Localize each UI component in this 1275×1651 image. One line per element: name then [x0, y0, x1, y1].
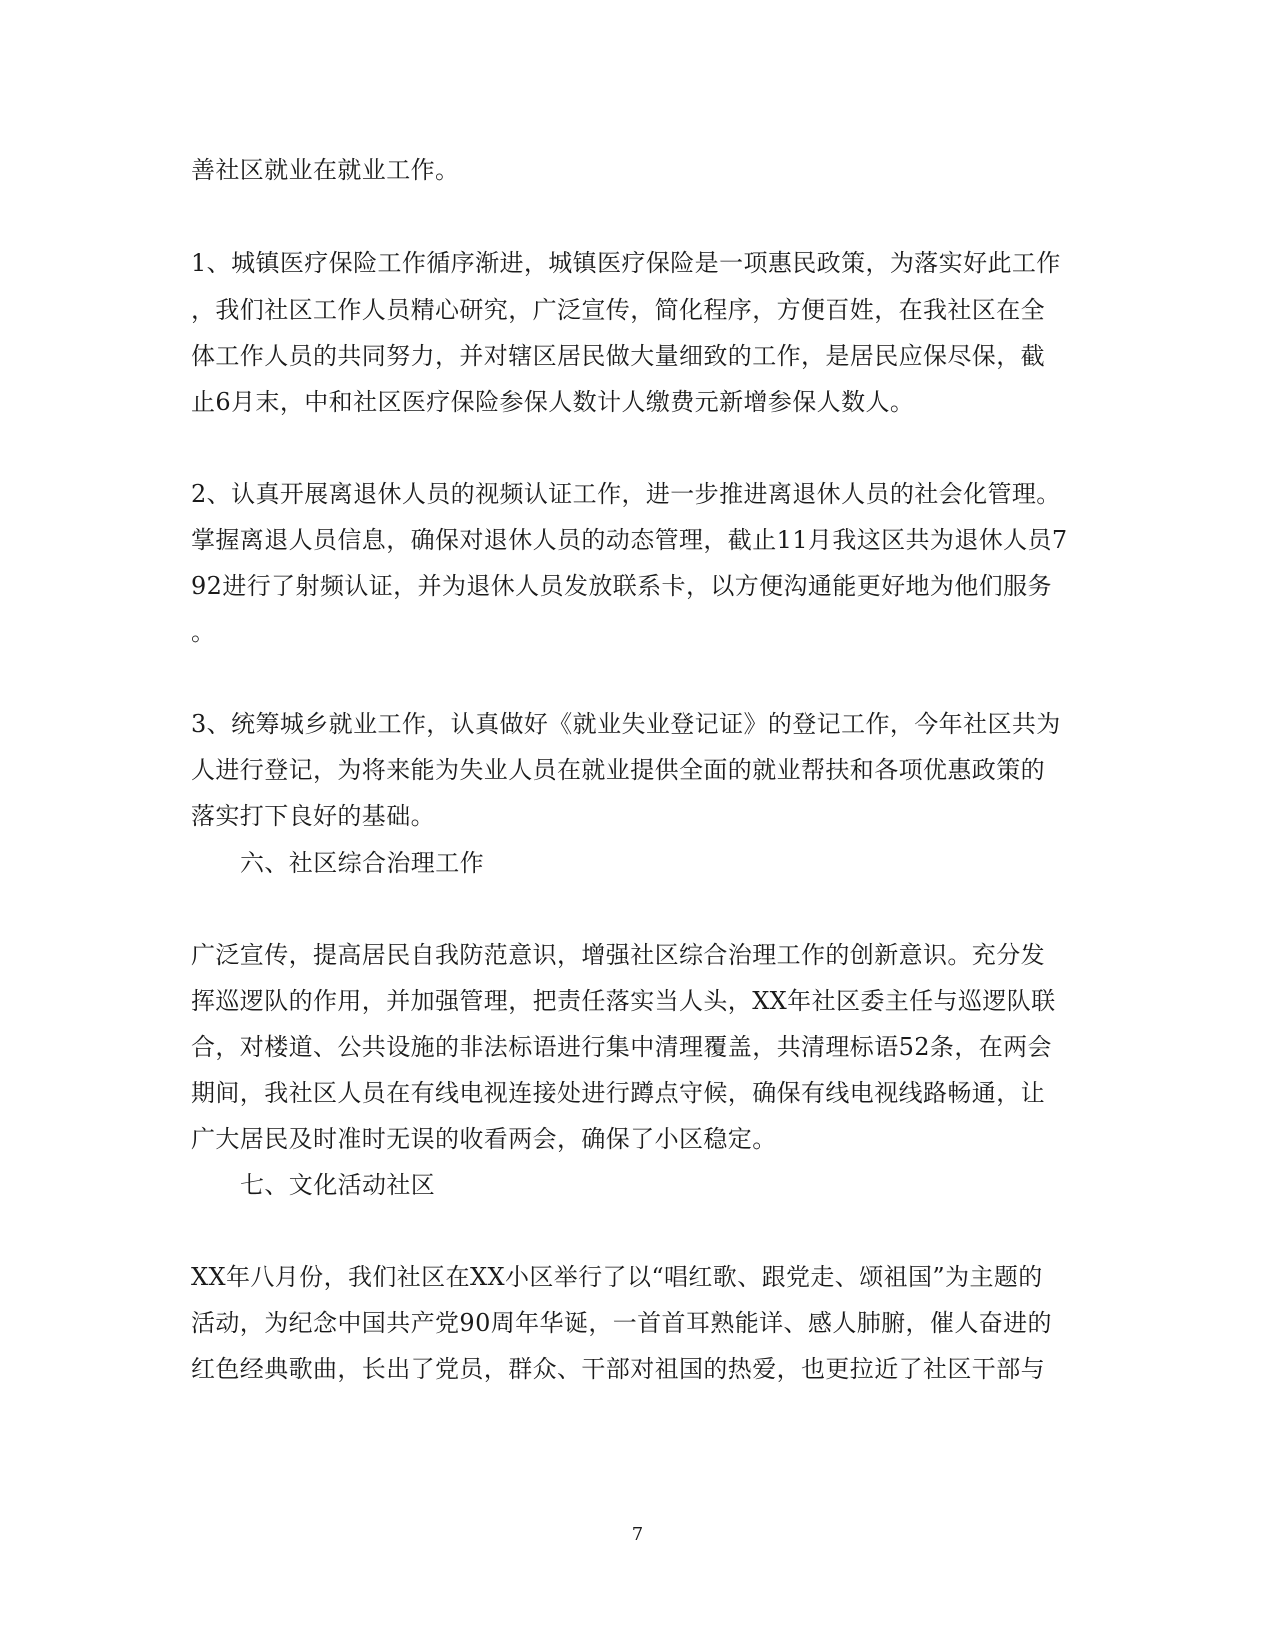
text-line: 活动，为纪念中国共产党90周年华诞，一首首耳熟能详、感人肺腑，催人奋进的 — [191, 1309, 1052, 1337]
text-line: 人进行登记，为将来能为失业人员在就业提供全面的就业帮扶和各项优惠政策的 — [191, 756, 1045, 784]
text-line: 广大居民及时准时无误的收看两会，确保了小区稳定。 — [191, 1125, 777, 1153]
text-line: 掌握离退人员信息，确保对退休人员的动态管理，截止11月我这区共为退休人员7 — [191, 526, 1068, 554]
text-line: 落实打下良好的基础。 — [191, 802, 435, 830]
text-line: 善社区就业在就业工作。 — [191, 156, 460, 184]
section-heading: 七、文化活动社区 — [240, 1171, 436, 1199]
text-line: 挥巡逻队的作用，并加强管理，把责任落实当人头，XX年社区委主任与巡逻队联 — [191, 987, 1056, 1015]
text-line: 体工作人员的共同努力，并对辖区居民做大量细致的工作，是居民应保尽保，截 — [191, 342, 1045, 370]
text-line: 合，对楼道、公共设施的非法标语进行集中清理覆盖，共清理标语52条，在两会 — [191, 1033, 1052, 1061]
text-line: ，我们社区工作人员精心研究，广泛宣传，简化程序，方便百姓，在我社区在全 — [191, 296, 1045, 324]
text-line: 2、认真开展离退休人员的视频认证工作，进一步推进离退休人员的社会化管理。 — [191, 480, 1061, 508]
text-line: 广泛宣传，提高居民自我防范意识，增强社区综合治理工作的创新意识。充分发 — [191, 941, 1045, 969]
text-line: 3、统筹城乡就业工作，认真做好《就业失业登记证》的登记工作，今年社区共为 — [191, 710, 1061, 738]
text-line: 92进行了射频认证，并为退休人员发放联系卡，以方便沟通能更好地为他们服务 — [191, 572, 1052, 600]
text-line: 1、城镇医疗保险工作循序渐进，城镇医疗保险是一项惠民政策，为落实好此工作 — [191, 249, 1061, 277]
text-line: 期间，我社区人员在有线电视连接处进行蹲点守候，确保有线电视线路畅通，让 — [191, 1079, 1045, 1107]
page-number: 7 — [631, 1524, 644, 1545]
text-line: XX年八月份，我们社区在XX小区举行了以“唱红歌、跟党走、颂祖国”为主题的 — [191, 1263, 1043, 1291]
text-line: 。 — [191, 618, 216, 646]
text-line: 止6月末，中和社区医疗保险参保人数计人缴费元新增参保人数人。 — [191, 388, 915, 416]
text-line: 红色经典歌曲，长出了党员，群众、干部对祖国的热爱，也更拉近了社区干部与 — [191, 1355, 1045, 1383]
section-heading: 六、社区综合治理工作 — [240, 849, 484, 877]
